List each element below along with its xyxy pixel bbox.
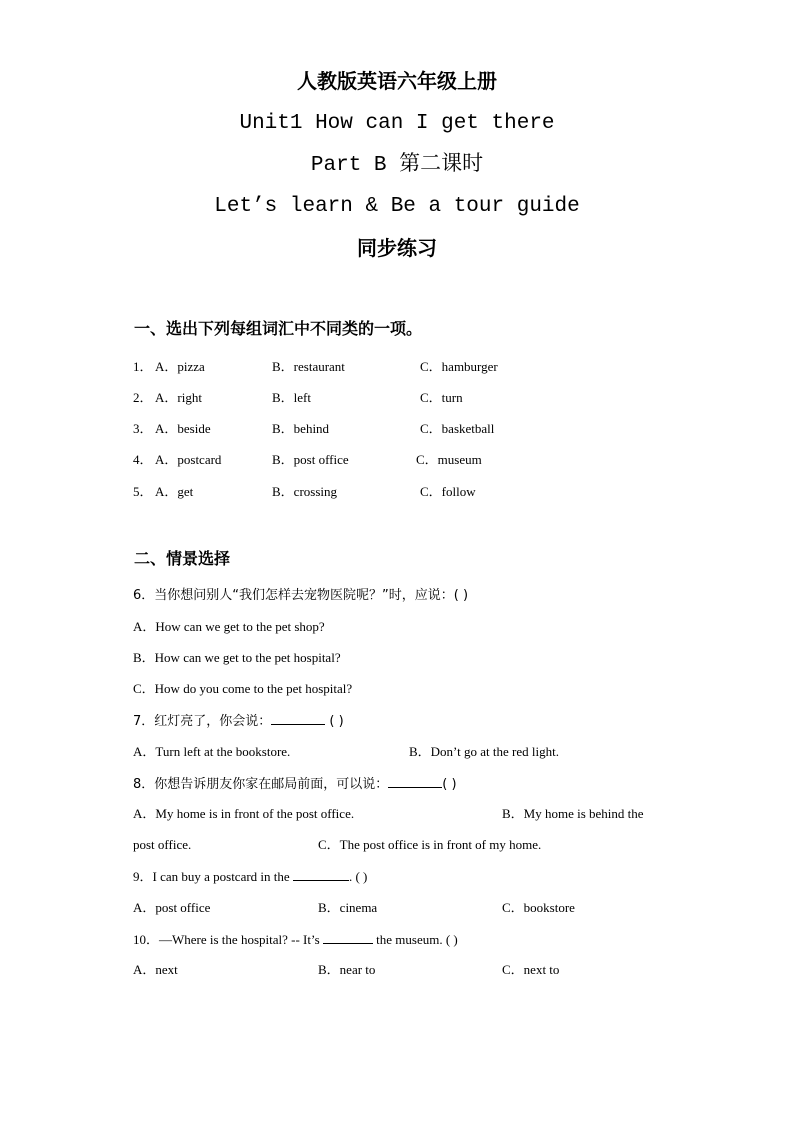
answer-blank (323, 929, 373, 944)
section1-item-1 (0, 357, 794, 377)
question-9-option-a: A．post office (133, 900, 211, 915)
question-8-stem (133, 773, 457, 795)
question-7-answer-parens: ( ) (325, 714, 344, 729)
option-a: A．get (155, 484, 194, 499)
answer-blank (293, 866, 349, 881)
section1-item-2 (0, 388, 794, 408)
item-number: 5． (133, 484, 153, 499)
question-7-stem-text: 7．红灯亮了，你会说： (133, 714, 272, 729)
answer-blank (271, 710, 325, 725)
option-c: C．follow (420, 484, 476, 499)
option-a: A．beside (155, 421, 211, 436)
question-9-answer-parens: . ( ) (348, 869, 368, 884)
question-8-options-line2 (0, 835, 794, 855)
option-b: B．post office (272, 452, 349, 467)
option-b: B．crossing (272, 484, 338, 499)
title-practice: 同步练习 (357, 236, 437, 260)
question-8-option-b: B．My home is behind the (502, 806, 644, 821)
question-8-option-a: A．My home is in front of the post office. (133, 806, 355, 821)
question-7-stem (133, 710, 344, 732)
question-6-option-c: C．How do you come to the pet hospital? (133, 681, 353, 696)
question-6-stem: 6．当你想问别人“我们怎样去宠物医院呢？”时，应说：( ) (133, 588, 469, 603)
question-10-option-c: C．next to (502, 962, 560, 977)
question-10-stem (133, 929, 458, 950)
title-lesson: Let’s learn & Be a tour guide (214, 195, 580, 218)
item-number: 1． (133, 359, 153, 374)
question-8-answer-parens: ( ) (442, 777, 457, 792)
question-8-stem-text: 8．你想告诉朋友你家在邮局前面，可以说： (133, 777, 389, 792)
option-c: C．museum (416, 452, 482, 467)
section1-item-5 (0, 482, 794, 502)
question-6-option-b: B．How can we get to the pet hospital? (133, 650, 341, 665)
section1-heading: 一、选出下列每组词汇中不同类的一项。 (134, 319, 423, 338)
answer-blank (388, 773, 442, 788)
option-a: A．pizza (155, 359, 205, 374)
title-textbook: 人教版英语六年级上册 (297, 69, 497, 93)
question-8-options-line1 (0, 804, 794, 824)
question-10-options (0, 960, 794, 980)
question-7-options (0, 742, 794, 762)
question-9-options (0, 898, 794, 918)
section2-heading: 二、情景选择 (134, 549, 231, 568)
option-b: B．restaurant (272, 359, 345, 374)
question-9-option-c: C．bookstore (502, 900, 575, 915)
question-9-stem (133, 866, 367, 887)
section1-item-3 (0, 419, 794, 439)
item-number: 4． (133, 452, 153, 467)
question-10-option-a: A．next (133, 962, 178, 977)
option-c: C．turn (420, 390, 463, 405)
option-a: A．postcard (155, 452, 222, 467)
question-6-option-a: A．How can we get to the pet shop? (133, 619, 325, 634)
question-10-stem-text: 10．—Where is the hospital? -- It’s (133, 932, 320, 947)
option-a: A．right (155, 390, 202, 405)
title-part: Part B 第二课时 (310, 154, 484, 177)
option-c: C．basketball (420, 421, 495, 436)
option-b: B．behind (272, 421, 330, 436)
option-b: B．left (272, 390, 311, 405)
question-8-option-b-cont: post office. (133, 837, 192, 852)
question-9-stem-text: 9．I can buy a postcard in the (133, 869, 290, 884)
item-number: 2． (133, 390, 153, 405)
item-number: 3． (133, 421, 153, 436)
question-9-option-b: B．cinema (318, 900, 378, 915)
option-c: C．hamburger (420, 359, 498, 374)
question-7-option-b: B．Don’t go at the red light. (409, 744, 559, 759)
question-10-answer-parens: the museum. ( ) (372, 932, 458, 947)
title-unit: Unit1 How can I get there (239, 112, 555, 135)
question-8-option-c: C．The post office is in front of my home. (318, 837, 542, 852)
question-10-option-b: B．near to (318, 962, 376, 977)
question-7-option-a: A．Turn left at the bookstore. (133, 744, 291, 759)
section1-item-4 (0, 450, 794, 470)
